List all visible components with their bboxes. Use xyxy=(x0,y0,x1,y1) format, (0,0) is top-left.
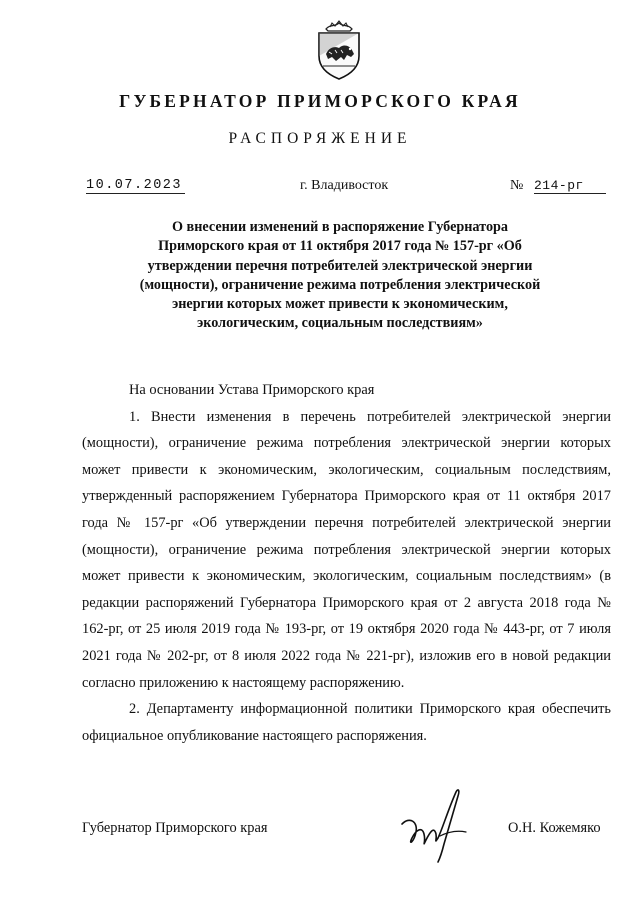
handwritten-signature xyxy=(400,786,470,866)
organization-title: ГУБЕРНАТОР ПРИМОРСКОГО КРАЯ xyxy=(119,91,521,111)
document-number-label: № xyxy=(510,178,524,193)
document-number: 214-рг xyxy=(534,178,606,194)
coat-of-arms-emblem xyxy=(310,16,368,82)
document-type: РАСПОРЯЖЕНИЕ xyxy=(228,130,412,147)
document-title: О внесении изменений в распоряжение Губернатора Приморского края от 11 октября 2017 года № 157-рг «Об утверждении перечня потребителей электрической энергии (мощности), ограничение режима потребления электрической энергии которых может привести к экономическим, экологическим, социальным последствиям» xyxy=(139,219,541,332)
paragraph-1: 1. Внести изменения в перечень потребителей электрической энергии (мощности), ограничение режима потребления электрической энергии которых может привести к экономическим, экологическим, социальным последствиям, утвержденный распоряжением Губернатора Приморского края от 11 октября 2017 года № 157-рг «Об утверждении перечня потребителей электрической энергии (мощности), ограничение режима потребления электрической энергии которых может привести к экономическим, экологическим, социальным последствиям» (в редакции распоряжений Губернатора Приморского края от 2 августа 2018 года № 162-рг, от 25 июля 2019 года № 193-рг, от 19 октября 2020 года № 443-рг, от 7 июля 2021 года № 202-рг, от 8 июля 2022 года № 221-рг), изложив его в новой редакции согласно приложению к настоящему распоряжению. xyxy=(82,408,611,691)
signatory-position: Губернатор Приморского края xyxy=(82,820,268,836)
document-date: 10.07.2023 xyxy=(86,178,185,194)
paragraph-2: 2. Департаменту информационной политики Приморского края обеспечить официальное опубликование настоящего распоряжения. xyxy=(82,701,611,744)
document-city: г. Владивосток xyxy=(300,178,389,193)
document-body xyxy=(82,377,611,749)
basis-paragraph: На основании Устава Приморского края xyxy=(129,382,375,398)
signatory-name: О.Н. Кожемяко xyxy=(508,820,601,836)
